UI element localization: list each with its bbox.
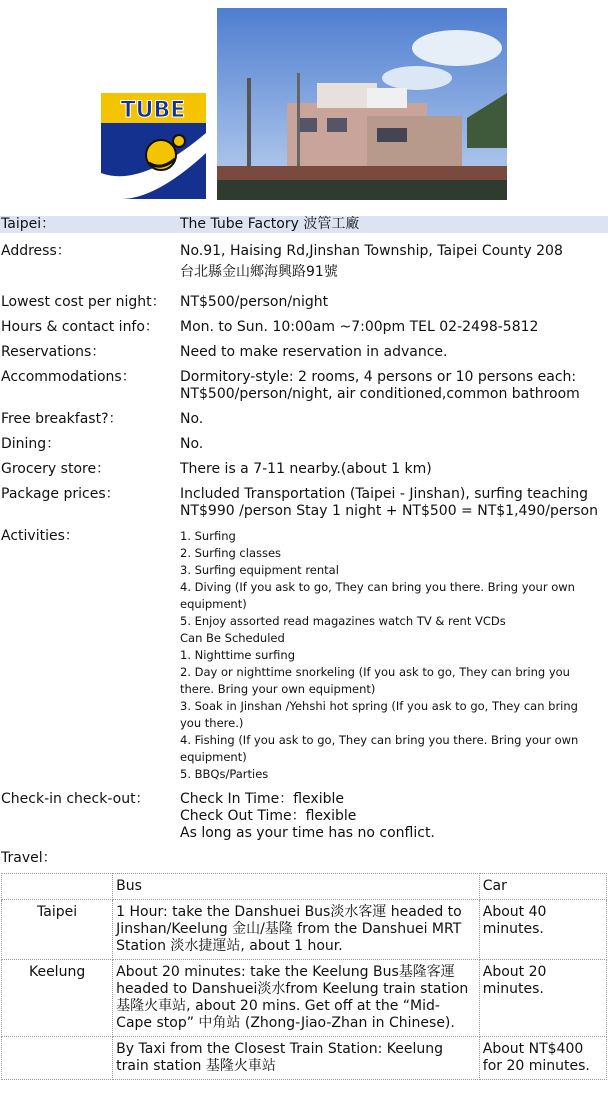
table-row [2,900,607,960]
table-cell [2,1037,113,1080]
label-reservations: Reservations： [1,344,106,360]
list-item: 2. Day or nighttime snorkeling (If you ask to go, They can bring you there. Bring your own equipment) [180,665,570,696]
value-package-1: Included Transportation (Taipei - Jinshan), surfing teaching [180,486,589,502]
value-package-2: NT$990 /person Stay 1 night + NT$500 = NT$1,490/person [180,503,598,519]
label-cost: Lowest cost per night： [1,294,166,310]
table-cell: 1 Hour: take the Danshuei Bus淡水客運 headed to Jinshan/Keelung 金山/基隆 from the Danshuei MRT Station 淡水捷運站, about 1 hour. [113,900,480,960]
label-dining: Dining： [1,436,61,452]
list-item: 2. Surfing classes [180,546,282,560]
value-reservations: Need to make reservation in advance. [180,344,448,360]
table-row [2,960,607,1037]
value-accommodations-1: Dormitory-style: 2 rooms, 4 persons or 10 persons each: [180,369,577,385]
tube-logo [101,93,206,199]
table-header [2,874,113,900]
value-shop-name: The Tube Factory 波管工廠 [180,216,360,232]
table-cell: About 20 minutes: take the Keelung Bus基隆客運 headed to Danshuei淡水from Keelung train station 基隆火車站, about 20 mins. Get off at the “Mid-Cape stop” 中角站 (Zhong-Jiao-Zhan in Chinese). [113,960,480,1037]
table-cell: Taipei [2,900,113,960]
value-checkout: Check Out Time：flexible [180,808,357,824]
value-checkin: Check In Time：flexible [180,791,344,807]
svg-text:TUBE: TUBE [120,98,186,123]
table-cell: About 40 minutes. [479,900,606,960]
row-taipei [0,216,608,233]
table-header: Car [479,874,606,900]
value-address-en: No.91, Haising Rd,Jinshan Township, Taipei County 208 [180,243,563,259]
value-hours: Mon. to Sun. 10:00am ~7:00pm TEL 02-2498-5812 [180,319,539,335]
list-item: 3. Soak in Jinshan /Yehshi hot spring (If you ask to go, They can bring you there.) [180,699,578,730]
label-checkin: Check-in check-out： [1,791,150,807]
label-accommodations: Accommodations： [1,369,136,385]
label-package: Package prices： [1,486,120,502]
label-address: Address： [1,243,71,259]
travel-table [1,873,607,1080]
label-activities: Activities： [1,528,79,544]
value-cost: NT$500/person/night [180,294,329,310]
list-item: Can Be Scheduled [180,631,285,645]
list-item: 3. Surfing equipment rental [180,563,339,577]
header-images [0,0,608,210]
table-header: Bus [113,874,480,900]
building-photo [217,8,507,200]
table-cell: About 20 minutes. [479,960,606,1037]
list-item: 5. BBQs/Parties [180,767,269,781]
label-travel: Travel： [1,850,57,866]
list-item: 4. Diving (If you ask to go, They can bring you there. Bring your own equipment) [180,580,575,611]
table-cell: Keelung [2,960,113,1037]
table-cell: By Taxi from the Closest Train Station: Keelung train station 基隆火車站 [113,1037,480,1080]
list-item: 5. Enjoy assorted read magazines watch TV & rent VCDs [180,614,506,628]
value-grocery: There is a 7-11 nearby.(about 1 km) [180,461,432,477]
table-cell: About NT$400 for 20 minutes. [479,1037,606,1080]
value-breakfast: No. [180,411,204,427]
value-address-zh: 台北縣金山鄉海興路91號 [180,264,338,280]
label-breakfast: Free breakfast?： [1,411,123,427]
table-header-row [2,874,607,900]
table-row [2,1037,607,1080]
label-taipei: Taipei： [1,216,56,232]
list-item: 4. Fishing (If you ask to go, They can bring you there. Bring your own equipment) [180,733,579,764]
list-item: 1. Nighttime surfing [180,648,295,662]
value-dining: No. [180,436,204,452]
value-checkin-note: As long as your time has no conflict. [180,825,435,841]
activities-list [180,528,600,783]
label-grocery: Grocery store： [1,461,111,477]
label-hours: Hours & contact info： [1,319,159,335]
list-item: 1. Surfing [180,529,236,543]
value-accommodations-2: NT$500/person/night, air conditioned,common bathroom [180,386,580,402]
